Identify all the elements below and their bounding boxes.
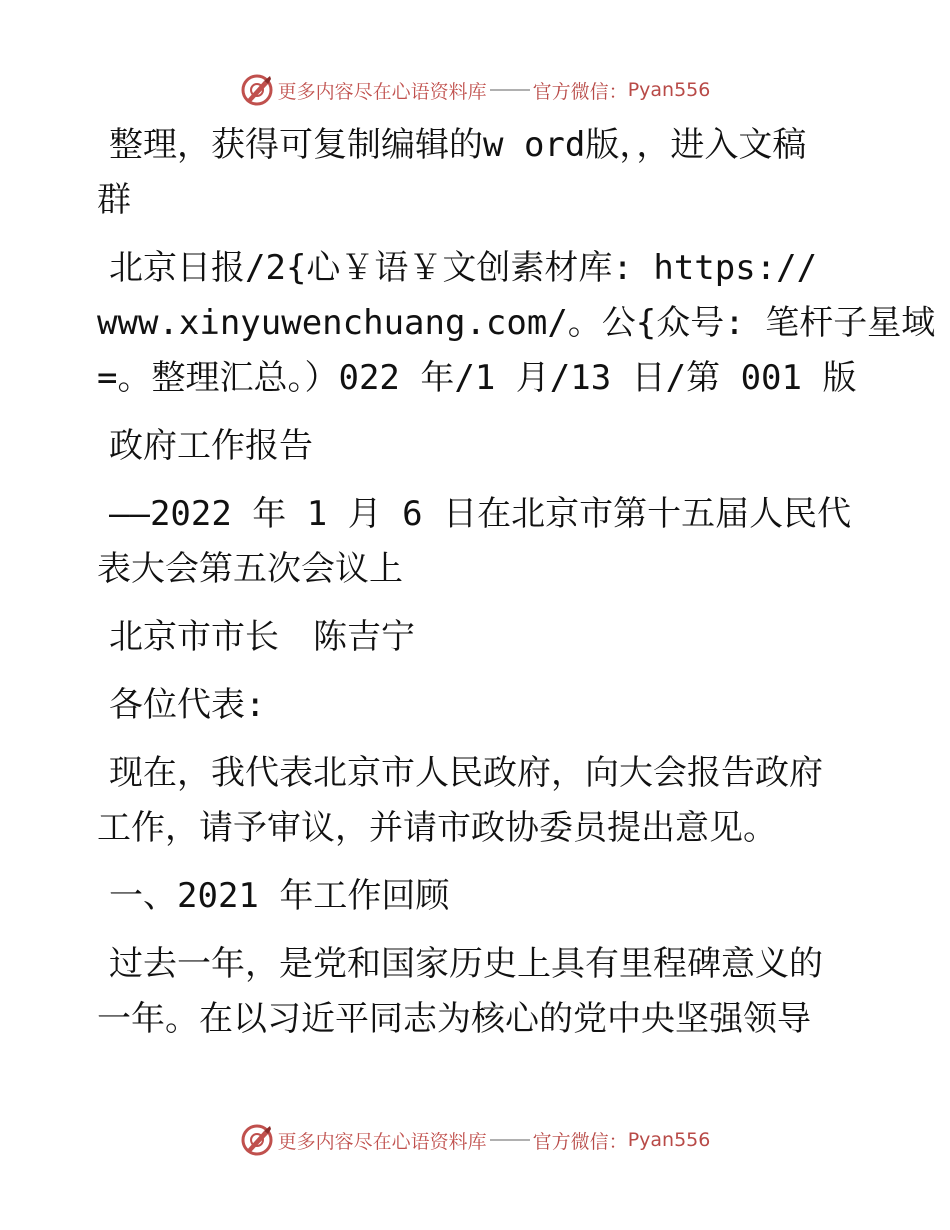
paragraph — [97, 746, 857, 856]
text-line: 政府工作报告 — [109, 426, 313, 466]
text-line: 各位代表: — [109, 685, 266, 725]
paragraph — [97, 118, 857, 228]
text-line: 北京日报/2{心￥语￥文创素材库: https:// — [109, 248, 818, 288]
header-banner[interactable] — [0, 70, 950, 110]
text-line: 表大会第五次会议上 — [97, 549, 403, 589]
wechat-label: 官方微信： — [532, 1130, 628, 1153]
paragraph — [97, 241, 936, 406]
promo-text: 更多内容尽在心语资料库 — [277, 80, 487, 103]
text-line: =。整理汇总。）022 年/1 月/13 日/第 001 版 — [97, 358, 857, 398]
text-line: www.xinyuwenchuang.com/。公{众号: 笔杆子星域 — [97, 303, 936, 343]
divider-dash — [490, 89, 530, 91]
paragraph — [97, 487, 857, 597]
text-line: ——2022 年 1 月 6 日在北京市第十五届人民代 — [109, 494, 852, 534]
wechat-id: Pyan556 — [627, 1129, 711, 1151]
text-line: 群 — [97, 180, 131, 220]
footer-banner[interactable] — [0, 1120, 950, 1160]
text-line: 整理，获得可复制编辑的w ord版，，进入文稿 — [109, 125, 807, 165]
pen-logo-icon — [240, 1123, 274, 1157]
text-line: 过去一年，是党和国家历史上具有里程碑意义的 — [109, 944, 823, 984]
paragraph — [97, 419, 857, 474]
text-line: 北京市市长 陈吉宁 — [109, 617, 415, 657]
promo-text: 更多内容尽在心语资料库 — [277, 1130, 487, 1153]
paragraph — [97, 678, 857, 733]
text-line: 工作，请予审议，并请市政协委员提出意见。 — [97, 808, 777, 848]
paragraph — [97, 937, 857, 1047]
paragraph — [97, 610, 857, 665]
document-body — [97, 118, 936, 1060]
text-line: 现在，我代表北京市人民政府，向大会报告政府 — [109, 753, 823, 793]
paragraph — [97, 869, 857, 924]
wechat-id: Pyan556 — [627, 79, 711, 101]
divider-dash — [490, 1139, 530, 1141]
wechat-label: 官方微信： — [532, 80, 628, 103]
text-line: 一年。在以习近平同志为核心的党中央坚强领导 — [97, 999, 811, 1039]
pen-logo-icon — [240, 73, 274, 107]
text-line: 一、2021 年工作回顾 — [109, 876, 450, 916]
